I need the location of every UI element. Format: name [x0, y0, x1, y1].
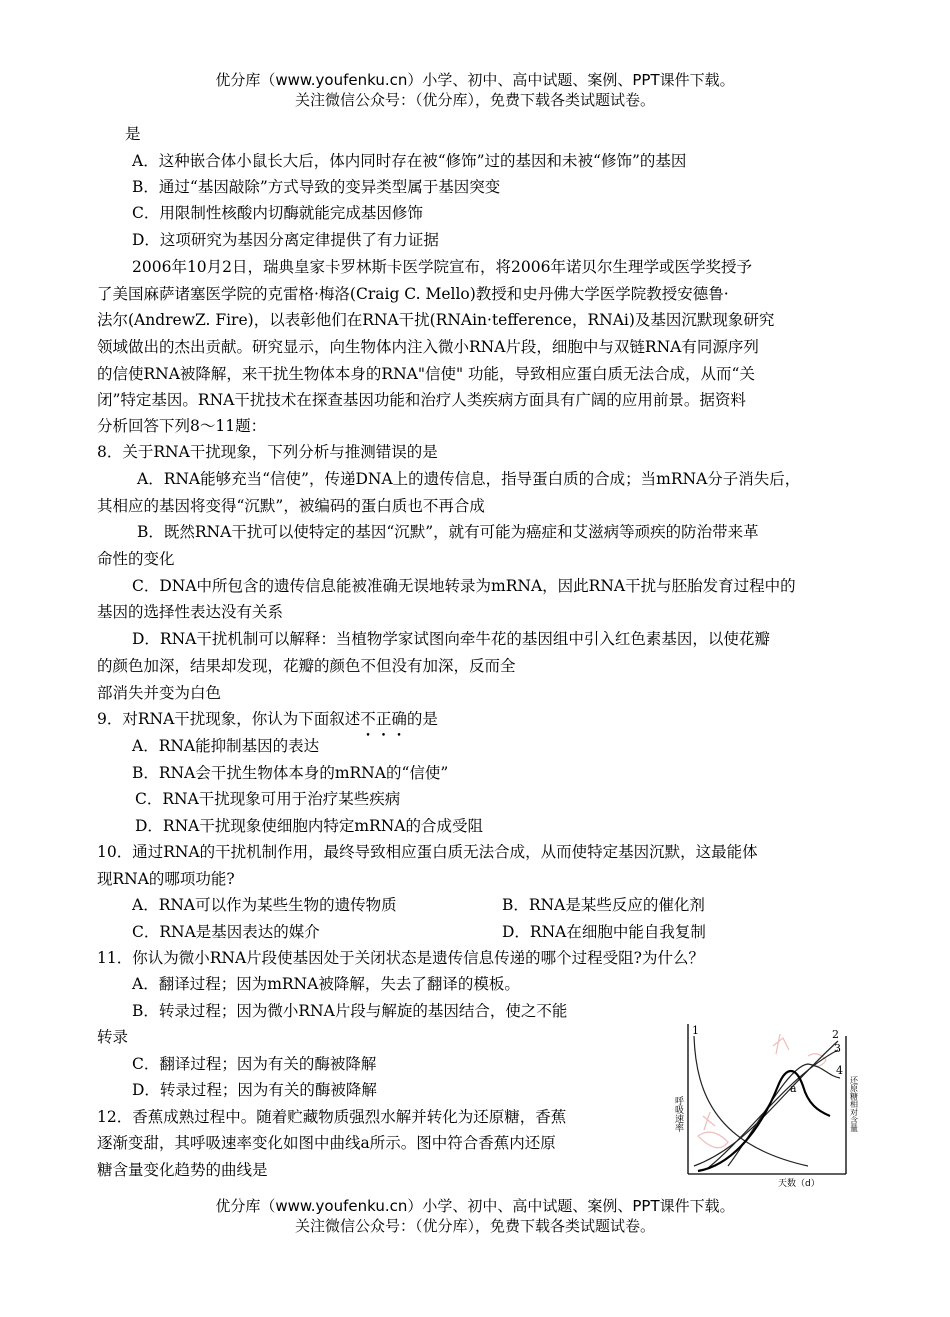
q10-option-b: B．RNA是某些反应的催化剂: [502, 896, 705, 914]
passage-line-3: 法尔(AndrewZ. Fire)，以表彰他们在RNA干扰(RNAin·tefference，RNAi)及基因沉默现象研究: [97, 311, 775, 329]
q9-emphasis-char-2: 正: [375, 710, 392, 728]
q11-option-a: A．翻译过程；因为mRNA被降解，失去了翻译的模板。: [132, 975, 520, 993]
passage-line-5: 的信使RNA被降解，来干扰生物体本身的RNA"信使" 功能，导致相应蛋白质无法合成，从而“关: [97, 365, 755, 383]
curve-label-a: a: [790, 1082, 797, 1095]
q12-stem-line-2: 逐渐变甜，其呼吸速率变化如图中曲线a所示。图中符合香蕉内还原: [97, 1134, 556, 1152]
q8-stem: 8．关于RNA干扰现象，下列分析与推测错误的是: [97, 443, 438, 461]
q8-option-b-line-1: B．既然RNA干扰可以使特定的基因“沉默”，就有可能为癌症和艾滋病等顽疾的防治带来革: [137, 523, 759, 541]
passage-line-4: 领域做出的杰出贡献。研究显示，向生物体内注入微小RNA片段，细胞中与双链RNA有同源序列: [97, 338, 759, 356]
q7-option-d: D．这项研究为基因分离定律提供了有力证据: [132, 231, 439, 249]
q9-stem-post: 的是: [406, 710, 438, 728]
q11-option-b-line-1: B．转录过程；因为微小RNA片段与解旋的基因结合，使之不能: [132, 1002, 568, 1020]
q8-option-b-line-2: 命性的变化: [97, 550, 175, 568]
q9-option-b: B．RNA会干扰生物体本身的mRNA的“信使”: [132, 764, 449, 782]
q7-option-b: B．通过“基因敲除”方式导致的变异类型属于基因突变: [132, 178, 501, 196]
q11-option-c: C．翻译过程；因为有关的酶被降解: [132, 1055, 377, 1073]
q8-option-a-line-1: A．RNA能够充当“信使”，传递DNA上的遗传信息，指导蛋白质的合成；当mRNA分子消失后，: [137, 470, 801, 488]
curve-a: [698, 1071, 830, 1171]
q10-option-c: C．RNA是基因表达的媒介: [132, 923, 320, 941]
right-axis-label: 还原糖相对含量: [849, 1076, 858, 1132]
q8-option-d-line-1: D．RNA干扰机制可以解释：当植物学家试图向牵牛花的基因组中引入红色素基因，以使花瓣: [132, 630, 770, 648]
footer-line-2: 关注微信公众号：（优分库），免费下载各类试题试卷。: [294, 1217, 655, 1235]
q8-option-c-line-1: C．DNA中所包含的遗传信息能被准确无误地转录为mRNA，因此RNA干扰与胚胎发育过程中的: [132, 577, 796, 595]
q7-stem-tail: 是: [125, 125, 141, 143]
q9-emphasis-char-3: 确: [391, 710, 407, 728]
passage-line-6: 闭”特定基因。RNA干扰技术在探查基因功能和治疗人类疾病方面具有广阔的应用前景。据资料: [97, 391, 746, 409]
passage-line-7: 分析回答下列8～11题：: [97, 417, 267, 435]
respiration-sugar-figure: [658, 1016, 858, 1188]
q9-option-c: C．RNA干扰现象可用于治疗某些疾病: [135, 790, 401, 808]
q9-option-d: D．RNA干扰现象使细胞内特定mRNA的合成受阻: [135, 817, 483, 835]
passage-line-1: 2006年10月2日，瑞典皇家卡罗林斯卡医学院宣布，将2006年诺贝尔生理学或医学奖授予: [132, 258, 752, 276]
q11-stem: 11．你认为微小RNA片段使基因处于关闭状态是遗传信息传递的哪个过程受阻?为什么？: [97, 949, 704, 967]
q10-option-a: A．RNA可以作为某些生物的遗传物质: [132, 896, 397, 914]
footer-line-1: 优分库（www.youfenku.cn）小学、初中、高中试题、案例、PPT课件下载。: [215, 1197, 735, 1215]
curve-label-1: 1: [692, 1024, 699, 1037]
q12-stem-line-3: 糖含量变化趋势的曲线是: [97, 1161, 268, 1179]
curve-4: [728, 1064, 840, 1166]
curve-label-2: 2: [832, 1028, 839, 1041]
watermark-stamp: [698, 1034, 826, 1148]
q7-option-a: A．这种嵌合体小鼠长大后，体内同时存在被“修饰”过的基因和未被“修饰”的基因: [132, 152, 687, 170]
q10-stem-line-2: 现RNA的哪项功能?: [97, 870, 235, 888]
curve-label-4: 4: [836, 1064, 843, 1077]
q8-option-a-line-2: 其相应的基因将变得“沉默”，被编码的蛋白质也不再合成: [97, 497, 485, 515]
header-line-2: 关注微信公众号：（优分库），免费下载各类试题试卷。: [294, 91, 655, 109]
q10-option-d: D．RNA在细胞中能自我复制: [502, 923, 706, 941]
q11-option-b-line-2: 转录: [97, 1028, 129, 1046]
passage-line-2: 了美国麻萨诸塞医学院的克雷格·梅洛(Craig C. Mello)教授和史丹佛大学医学院教授安德鲁·: [97, 285, 729, 303]
q9-emphasis-char-1: 不: [360, 710, 376, 728]
left-axis-label: 呼吸速率: [673, 1096, 683, 1132]
q8-option-d-line-3: 部消失并变为白色: [97, 684, 222, 702]
q7-option-c: C．用限制性核酸内切酶就能完成基因修饰: [132, 204, 423, 222]
q11-option-d: D．转录过程；因为有关的酶被降解: [132, 1081, 377, 1099]
q9-option-a: A．RNA能抑制基因的表达: [132, 737, 320, 755]
x-axis-label: 天数（d）: [778, 1179, 820, 1188]
q8-option-d-line-2: 的颜色加深，结果却发现，花瓣的颜色不但没有加深，反而全: [97, 657, 516, 675]
header-line-1: 优分库（www.youfenku.cn）小学、初中、高中试题、案例、PPT课件下载。: [215, 71, 735, 89]
q12-stem-line-1: 12．香蕉成熟过程中。随着贮藏物质强烈水解并转化为还原糖，香蕉: [97, 1108, 567, 1126]
curve-label-3: 3: [834, 1042, 841, 1055]
q8-option-c-line-2: 基因的选择性表达没有关系: [97, 603, 284, 621]
q10-stem-line-1: 10．通过RNA的干扰机制作用，最终导致相应蛋白质无法合成，从而使特定基因沉默，这最能体: [97, 843, 758, 861]
q9-stem: [97, 707, 438, 731]
q9-stem-pre: 9．对RNA干扰现象，你认为下面叙述: [97, 710, 361, 728]
